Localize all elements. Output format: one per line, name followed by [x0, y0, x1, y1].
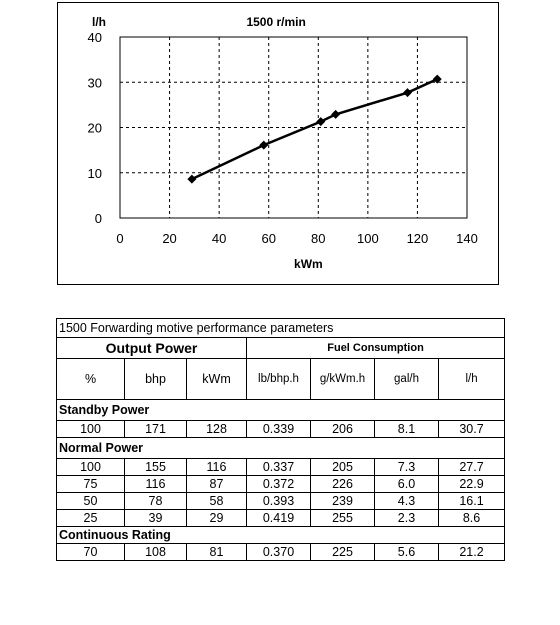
table-cell: 225	[311, 544, 375, 561]
y-tick-label: 10	[87, 165, 102, 181]
table-row	[57, 476, 505, 493]
table-cell: 7.3	[375, 459, 439, 476]
section-row	[57, 438, 505, 459]
output-power-header: Output Power	[57, 338, 247, 359]
table-title-row	[57, 319, 505, 338]
x-tick-label: 140	[456, 231, 478, 246]
section-row	[57, 527, 505, 544]
table-cell: 70	[57, 544, 125, 561]
table-cell: 25	[57, 510, 125, 527]
performance-table	[56, 318, 505, 561]
table-cell: 21.2	[439, 544, 505, 561]
data-point	[316, 117, 325, 126]
table-cell: 8.1	[375, 421, 439, 438]
table-cell: 239	[311, 493, 375, 510]
table-cell: 128	[187, 421, 247, 438]
table-row	[57, 544, 505, 561]
column-header: l/h	[439, 359, 505, 400]
table-cell: 2.3	[375, 510, 439, 527]
fuel-consumption-chart	[58, 3, 498, 284]
x-tick-label: 0	[116, 231, 124, 246]
table-cell: 155	[125, 459, 187, 476]
table-cell: 16.1	[439, 493, 505, 510]
y-tick-label: 20	[87, 120, 102, 136]
table-cell: 0.419	[247, 510, 311, 527]
table-title: 1500 Forwarding motive performance parameters	[57, 319, 505, 338]
group-header-row	[57, 338, 505, 359]
table-cell: 100	[57, 459, 125, 476]
table-cell: 87	[187, 476, 247, 493]
table-cell: 171	[125, 421, 187, 438]
column-header: g/kWm.h	[311, 359, 375, 400]
table-cell: 116	[187, 459, 247, 476]
chart-title: 1500 r/min	[246, 15, 306, 29]
table-cell: 30.7	[439, 421, 505, 438]
table-cell: 116	[125, 476, 187, 493]
column-header-row	[57, 359, 505, 400]
table-cell: 0.337	[247, 459, 311, 476]
table-row	[57, 493, 505, 510]
table-cell: 75	[57, 476, 125, 493]
fuel-consumption-header: Fuel Consumption	[247, 338, 505, 359]
y-axis-label: l/h	[92, 15, 106, 29]
x-tick-label: 80	[311, 231, 326, 246]
column-header: bhp	[125, 359, 187, 400]
table-cell: 39	[125, 510, 187, 527]
table-row	[57, 510, 505, 527]
table-cell: 27.7	[439, 459, 505, 476]
table-row	[57, 421, 505, 438]
table-cell: 226	[311, 476, 375, 493]
x-tick-label: 60	[261, 231, 276, 246]
data-point	[331, 110, 340, 119]
y-tick-label: 30	[87, 75, 102, 91]
table-cell: 205	[311, 459, 375, 476]
x-tick-label: 20	[162, 231, 177, 246]
data-point	[259, 141, 268, 150]
column-header: lb/bhp.h	[247, 359, 311, 400]
table-cell: 78	[125, 493, 187, 510]
column-header: gal/h	[375, 359, 439, 400]
section-label: Continuous Rating	[57, 527, 505, 544]
table-cell: 50	[57, 493, 125, 510]
table-cell: 4.3	[375, 493, 439, 510]
table-cell: 0.372	[247, 476, 311, 493]
table-cell: 206	[311, 421, 375, 438]
section-label: Standby Power	[57, 400, 505, 421]
series-line	[192, 79, 437, 179]
x-tick-label: 120	[406, 231, 429, 246]
chart-frame	[57, 2, 499, 285]
table-cell: 255	[311, 510, 375, 527]
column-header: kWm	[187, 359, 247, 400]
table-cell: 29	[187, 510, 247, 527]
table-cell: 0.370	[247, 544, 311, 561]
section-row	[57, 400, 505, 421]
x-axis-label: kWm	[294, 257, 323, 271]
data-point	[403, 88, 412, 97]
section-label: Normal Power	[57, 438, 505, 459]
table-row	[57, 459, 505, 476]
column-header: %	[57, 359, 125, 400]
table-cell: 22.9	[439, 476, 505, 493]
table-cell: 0.393	[247, 493, 311, 510]
y-tick-label: 40	[87, 30, 102, 45]
y-tick-label: 0	[94, 211, 102, 226]
table-cell: 5.6	[375, 544, 439, 561]
x-tick-label: 40	[211, 231, 227, 246]
table-cell: 58	[187, 493, 247, 510]
data-point	[187, 175, 196, 184]
table-cell: 8.6	[439, 510, 505, 527]
table-cell: 0.339	[247, 421, 311, 438]
x-tick-label: 100	[357, 231, 379, 246]
table-cell: 108	[125, 544, 187, 561]
table-cell: 6.0	[375, 476, 439, 493]
table-cell: 81	[187, 544, 247, 561]
table-cell: 100	[57, 421, 125, 438]
